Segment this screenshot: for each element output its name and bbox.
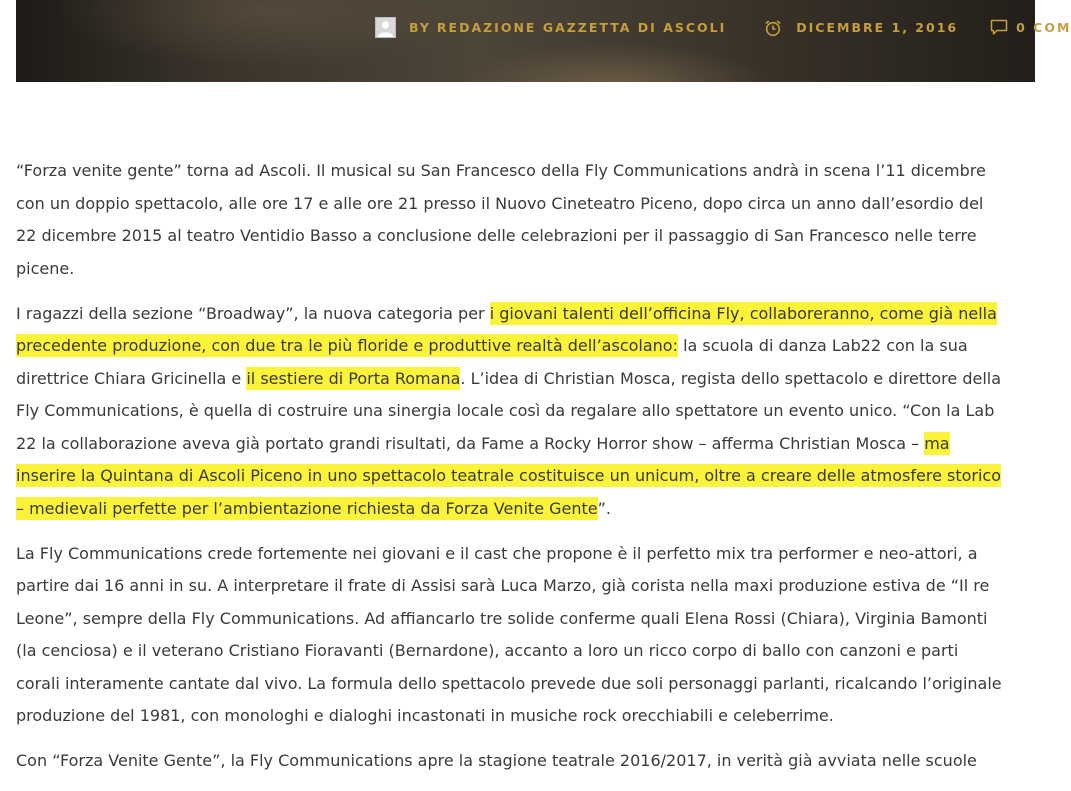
avatar-icon bbox=[375, 17, 396, 38]
text-segment: ”. bbox=[597, 498, 611, 518]
comment-bubble-icon bbox=[990, 19, 1008, 36]
post-meta bbox=[375, 17, 1071, 38]
hero-image bbox=[16, 0, 1071, 82]
highlighted-text: i giovani talenti dell’officina Fly, collaboreranno, come già nella precedente produzione, con due tra le più floride e produttive realtà dell’ascolano: bbox=[16, 303, 997, 355]
highlighted-text: ma inserire la Quintana di Ascoli Piceno in uno spettacolo teatrale costituisce un unicum, oltre a creare delle atmosfere storico – medievali perfette per l’ambientazione richiesta da Forza Venite Gente bbox=[16, 433, 1001, 518]
text-segment: la scuola di danza Lab22 con la sua direttrice Chiara Gricinella e bbox=[16, 336, 968, 388]
article-paragraph-1: “Forza venite gente” torna ad Ascoli. Il musical su San Francesco della Fly Communications andrà in scena l’11 dicembre con un doppio spettacolo, alle ore 17 e alle ore 21 presso il Nuovo Cineteatro Piceno, dopo circa un anno dall’esordio del 22 dicembre 2015 al teatro Ventidio Basso a conclusione delle celebrazioni per il passaggio di San Francesco nelle terre picene. bbox=[16, 161, 986, 278]
by-label: BY bbox=[409, 20, 431, 35]
text-segment: . L’idea di Christian Mosca, regista dello spettacolo e direttore della Fly Communications, è quella di costruire una sinergia locale così da regalare allo spettatore un evento unico. “Con la Lab 22 la collaborazione aveva già portato grandi risultati, da Fame a Rocky Horror show – afferma Christian Mosca – bbox=[16, 368, 1002, 453]
article-paragraph-4: Con “Forza Venite Gente”, la Fly Communications apre la stagione teatrale 2016/2017, in verità già avviata nelle scuole bbox=[16, 751, 977, 770]
post-date: DICEMBRE 1, 2016 bbox=[796, 20, 959, 35]
article-paragraph-3: La Fly Communications crede fortemente nei giovani e il cast che propone è il perfetto mix tra performer e neo-attori, a partire dai 16 anni in su. A interpretare il frate di Assisi sarà Luca Marzo, già corista nella maxi produzione estiva de “Il re Leone”, sempre della Fly Communications. Ad affiancarlo tre solide conferme quali Elena Rossi (Chiara), Virginia Bamonti (la cenciosa) e il veterano Cristiano Fioravanti (Bernardone), accanto a loro un ricco corpo di ballo con canzoni e parti corali interamente cantate dal vivo. La formula dello spettacolo prevede due soli personaggi parlanti, ricalcando l’originale produzione del 1981, con monologhi e dialoghi incastonati in musiche rock orecchiabili e celeberrime. bbox=[16, 543, 1002, 725]
article-paragraph-2 bbox=[16, 298, 1006, 526]
alarm-clock-icon bbox=[764, 19, 782, 37]
highlighted-text: il sestiere di Porta Romana bbox=[246, 368, 461, 388]
author-link[interactable]: REDAZIONE GAZZETTA DI ASCOLI bbox=[436, 20, 727, 35]
article-body bbox=[16, 155, 1006, 790]
text-segment: I ragazzi della sezione “Broadway”, la nuova categoria per bbox=[16, 303, 490, 323]
comments-link[interactable]: 0 COM bbox=[1016, 20, 1071, 35]
